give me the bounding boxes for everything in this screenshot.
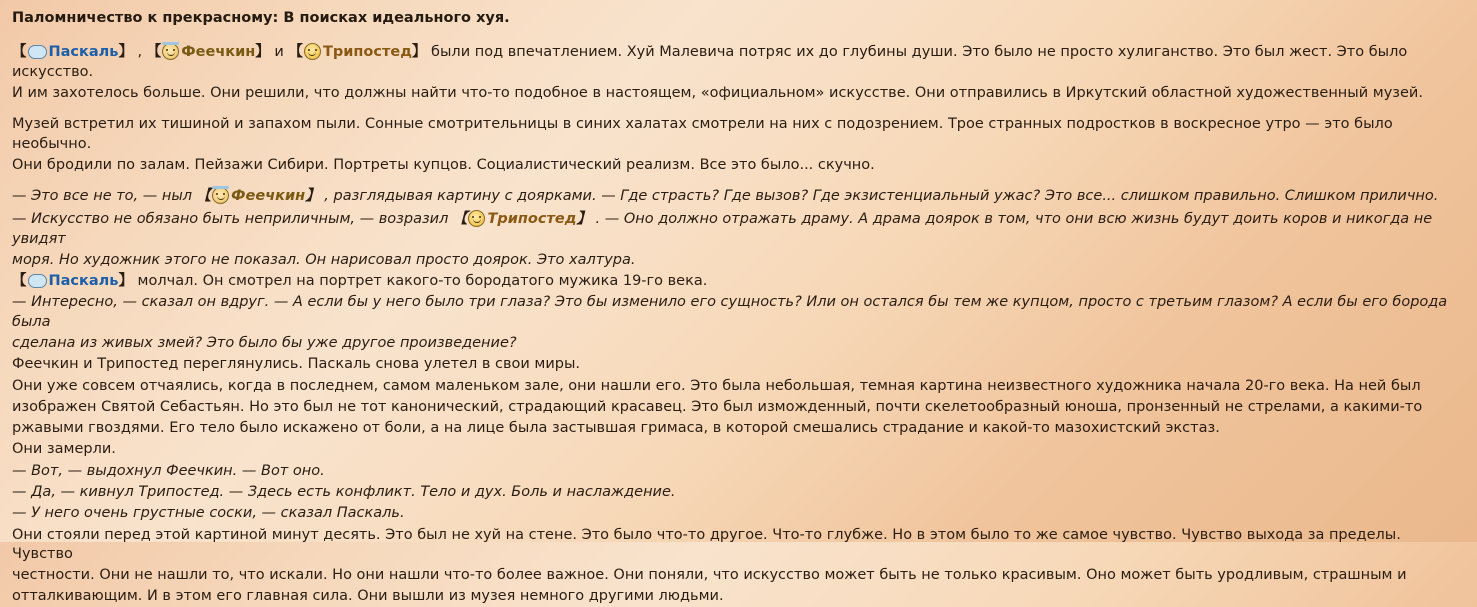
text-run: изображен Святой Себастьян. Но это был не тот канонический, страдающий красавец. Это был изможденный, почти скелетообразный юноша, пронзенный не стрелами, а какими-то xyxy=(12,398,1423,415)
paragraph-line xyxy=(12,566,1465,585)
paragraph-line xyxy=(12,440,1465,459)
text-run: — Это все не то, — ныл xyxy=(12,188,197,205)
text-run: — Вот, — выдохнул Феечкин. — Вот оно. xyxy=(12,462,325,479)
paragraph-line xyxy=(12,355,1465,374)
chip-character-name: Паскаль xyxy=(48,273,119,290)
character-chip-pascal[interactable] xyxy=(12,272,133,291)
story-body xyxy=(12,41,1465,606)
text-run: Они уже совсем отчаялись, когда в последнем, самом маленьком зале, они нашли его. Это была небольшая, темная картина неизвестного художника начала 20-го века. На ней был xyxy=(12,377,1421,394)
chip-bracket-open: 【 xyxy=(288,44,303,61)
text-run: Они замерли. xyxy=(12,441,116,458)
chip-character-name: Феечкин xyxy=(181,44,256,61)
paragraph-line xyxy=(12,526,1465,565)
paragraph-line xyxy=(12,156,1465,175)
paragraph-line xyxy=(12,483,1465,502)
text-run: , разглядывая картину с доярками. — Где страсть? Где вызов? Где экзистенциальный ужас? Это все... слишком правильно. Слишком прилично. xyxy=(319,188,1439,205)
paragraph-line xyxy=(12,41,1465,82)
smiling-face-icon xyxy=(468,210,485,227)
text-run: . — Оно должно отражать драму. А драма доярок в том, что они всю жизнь будут доить коров и никогда не увидят xyxy=(12,211,1433,247)
face-with-hat-icon xyxy=(162,43,179,60)
text-run: отталкивающим. И в этом его главная сила. Они вышли из музея немного другими людьми. xyxy=(12,588,724,605)
text-run: Они бродили по залам. Пейзажи Сибири. Портреты купцов. Социалистический реализм. Все это было... скучно. xyxy=(12,156,875,173)
text-run: Они стояли перед этой картиной минут десять. Это был не хуй на стене. Это было что-то другое. Что-то глубже. Но в этом было то же самое чувство. Чувство выхода за пределы. Чувство xyxy=(12,526,1401,562)
chip-bracket-close: 】 xyxy=(118,273,133,290)
paragraph-line xyxy=(12,272,1465,291)
face-with-hat-icon xyxy=(212,187,229,204)
paragraph-line xyxy=(12,377,1465,396)
text-run: — Интересно, — сказал он вдруг. — А если бы у него было три глаза? Это бы изменило его сущность? Или он остался бы тем же купцом, просто с третьим глазом? А если бы его борода была xyxy=(12,294,1448,330)
paragraph-line xyxy=(12,462,1465,481)
text-run: ржавыми гвоздями. Его тело было искажено от боли, а на лице была застывшая гримаса, в которой смешались страдание и какой-то мазохистский экстаз. xyxy=(12,420,1220,437)
paragraph-line xyxy=(12,587,1465,606)
character-chip-tripostod[interactable] xyxy=(453,208,591,229)
chip-bracket-open: 【 xyxy=(12,44,27,61)
chip-bracket-open: 【 xyxy=(12,273,27,290)
text-run: Музей встретил их тишиной и запахом пыли. Сонные смотрительницы в синих халатах смотрели на них с подозрением. Трое странных подростков в воскресное утро — это было необычно. xyxy=(12,116,1393,152)
chip-bracket-close: 】 xyxy=(576,211,591,228)
paragraph-line xyxy=(12,208,1465,249)
paragraph-line xyxy=(12,334,1465,353)
paragraph-line xyxy=(12,84,1465,103)
chip-bracket-open: 【 xyxy=(452,211,468,228)
chip-character-name: Трипостед xyxy=(487,211,577,228)
text-run: , xyxy=(132,44,147,61)
chip-bracket-close: 】 xyxy=(255,44,270,61)
paragraph-line xyxy=(12,293,1465,332)
text-run: — Искусство не обязано быть неприличным, — возразил xyxy=(12,211,453,228)
cloud-icon xyxy=(28,45,47,59)
text-run: Феечкин и Трипостед переглянулись. Паскаль снова улетел в свои миры. xyxy=(12,356,581,373)
text-run: — Да, — кивнул Трипостед. — Здесь есть конфликт. Тело и дух. Боль и наслаждение. xyxy=(12,484,676,501)
text-run: И им захотелось больше. Они решили, что должны найти что-то подобное в настоящем, «официальном» искусстве. Они отправились в Иркутский областной художественный музей. xyxy=(12,84,1423,101)
chip-character-name: Трипостед xyxy=(322,44,412,61)
paragraph-line xyxy=(12,419,1465,438)
character-chip-feechkin[interactable] xyxy=(147,41,270,62)
page-title: Паломничество к прекрасному: В поисках идеального хуя. xyxy=(12,10,510,26)
text-run: сделана из живых змей? Это было бы уже другое произведение? xyxy=(12,335,517,352)
text-run: молчал. Он смотрел на портрет какого-то бородатого мужика 19-го века. xyxy=(132,273,708,290)
text-run: честности. Они не нашли то, что искали. Но они нашли что-то более важное. Они поняли, что искусство может быть не только красивым. Оно может быть уродливым, страшным и xyxy=(12,567,1407,584)
text-run: были под впечатлением. Хуй Малевича потряс их до глубины души. Это было не просто хулиганство. Это был жест. Это было искусство. xyxy=(12,44,1408,80)
text-run: моря. Но художник этого не показал. Он нарисовал просто доярок. Это халтура. xyxy=(12,251,636,268)
chip-character-name: Паскаль xyxy=(48,44,119,61)
chip-bracket-close: 】 xyxy=(305,188,320,205)
chip-bracket-close: 】 xyxy=(118,44,133,61)
chip-bracket-open: 【 xyxy=(146,44,162,61)
paragraph-line xyxy=(12,251,1465,270)
chip-bracket-open: 【 xyxy=(196,188,212,205)
character-chip-tripostod[interactable] xyxy=(288,41,426,62)
character-chip-feechkin[interactable] xyxy=(197,185,320,206)
text-run: и xyxy=(269,44,289,61)
smiling-face-icon xyxy=(304,43,321,60)
paragraph-line xyxy=(12,185,1465,206)
cloud-icon xyxy=(28,274,47,288)
character-chip-pascal[interactable] xyxy=(12,43,133,62)
text-run: — У него очень грустные соски, — сказал Паскаль. xyxy=(12,505,405,522)
chip-character-name: Феечкин xyxy=(231,188,306,205)
paragraph-line xyxy=(12,504,1465,523)
paragraph-line xyxy=(12,115,1465,154)
paragraph-line xyxy=(12,398,1465,417)
chip-bracket-close: 】 xyxy=(411,44,427,61)
